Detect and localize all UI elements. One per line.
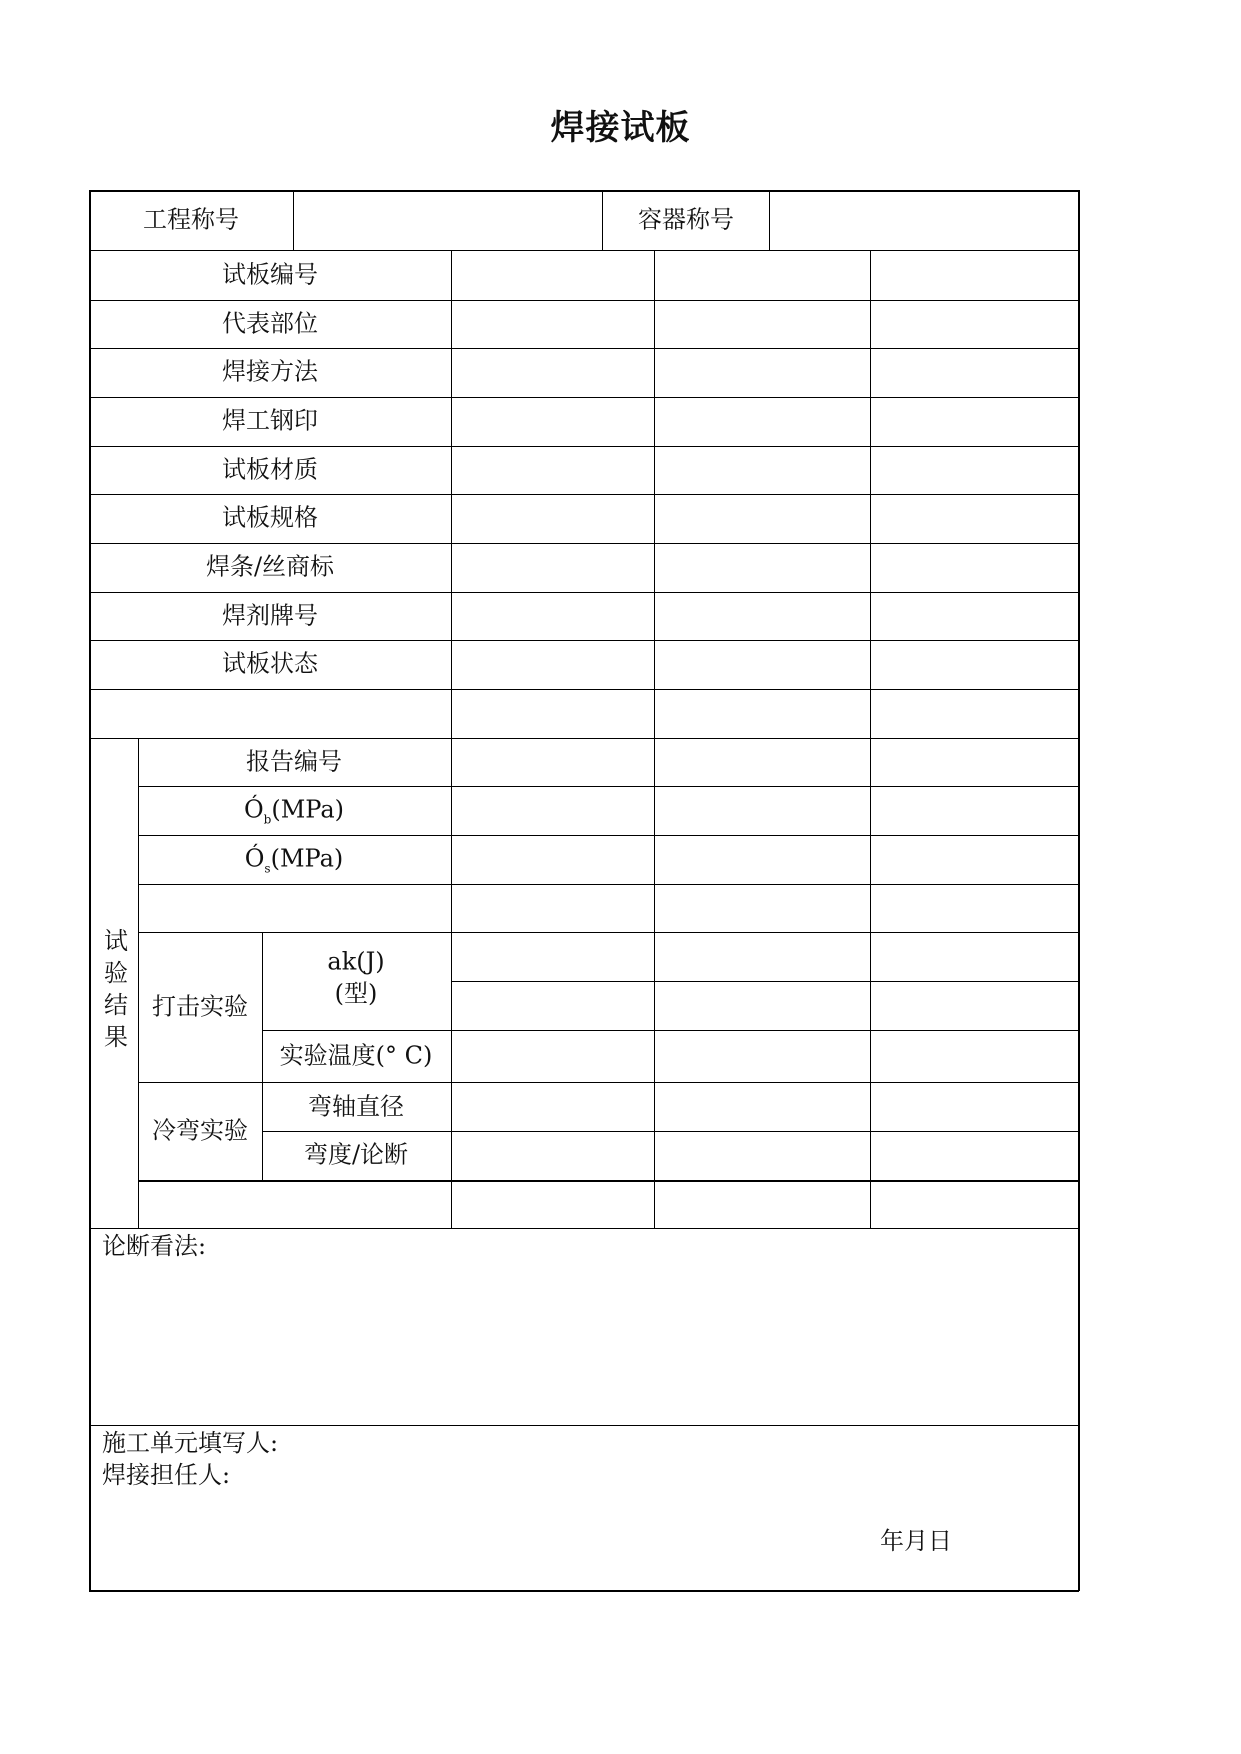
conclusion-opinion-label: 论断看法: — [102, 1232, 207, 1260]
row-label-welder-stamp: 焊工钢印 — [222, 406, 318, 435]
test-temperature-label: 实验温度(° C) — [279, 1041, 433, 1070]
report-number-label: 报告编号 — [246, 747, 342, 776]
project-name-label: 工程称号 — [143, 205, 239, 234]
date-label: 年月日 — [880, 1527, 952, 1555]
bend-result-label: 弯度/论断 — [303, 1140, 409, 1169]
impact-specimen-type-label: (型) — [334, 979, 378, 1008]
page-title: 焊接试板 — [550, 108, 691, 148]
tensile-strength-label: $Ó_b(MPa)$ — [243, 795, 345, 827]
yield-strength-label: $Ó_s(MPa)$ — [244, 844, 344, 876]
row-label-weld-method: 焊接方法 — [222, 357, 318, 386]
bend-diameter-label: 弯轴直径 — [308, 1092, 404, 1121]
test-results-side-label: 试 验 结 果 — [104, 927, 128, 1051]
construction-filler-label: 施工单元填写人: — [102, 1429, 279, 1457]
impact-energy-label: ak(J) — [327, 947, 385, 976]
row-label-electrode-brand: 焊条/丝商标 — [205, 552, 335, 581]
row-label-condition: 试板状态 — [222, 649, 318, 678]
row-label-spec: 试板规格 — [222, 503, 318, 532]
row-label-material: 试板材质 — [222, 455, 318, 484]
welding-responsible-label: 焊接担任人: — [102, 1461, 231, 1489]
impact-test-label: 打击实验 — [152, 992, 248, 1021]
cold-bend-test-label: 冷弯实验 — [152, 1116, 248, 1145]
row-label-specimen-no: 试板编号 — [222, 260, 318, 289]
vessel-name-label: 容器称号 — [638, 205, 734, 234]
row-label-location: 代表部位 — [222, 309, 318, 338]
row-label-flux-grade: 焊剂牌号 — [222, 601, 318, 630]
